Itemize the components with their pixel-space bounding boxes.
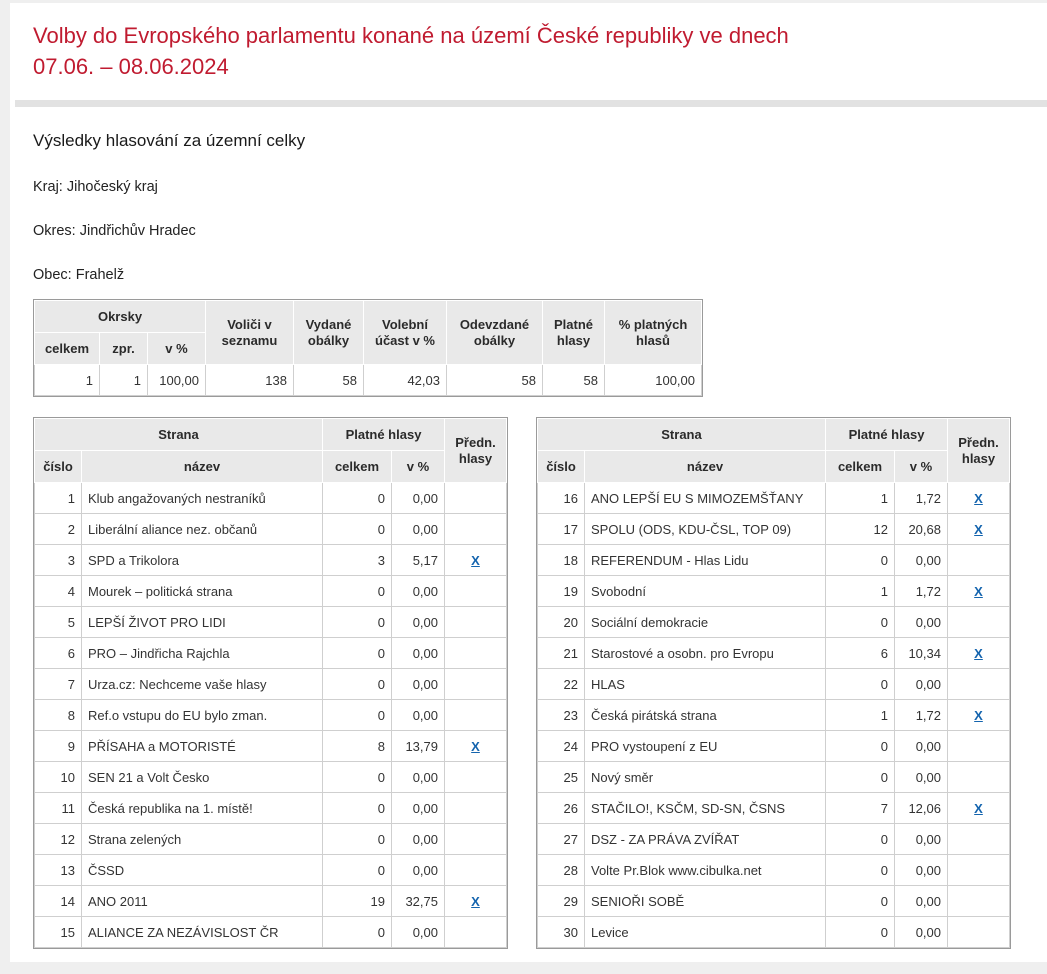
party-row bbox=[35, 545, 507, 576]
party-votes-percent-cell: 0,00 bbox=[392, 917, 445, 948]
party-header-predn-hlasy: Předn. hlasy bbox=[948, 419, 1010, 483]
pref-votes-cell bbox=[445, 700, 507, 731]
party-votes-percent-cell: 13,79 bbox=[392, 731, 445, 762]
party-number-cell: 17 bbox=[538, 514, 585, 545]
pref-votes-cell bbox=[948, 793, 1010, 824]
summary-odevzdane: 58 bbox=[447, 365, 543, 396]
party-number-cell: 30 bbox=[538, 917, 585, 948]
party-number-cell: 15 bbox=[35, 917, 82, 948]
party-votes-percent-cell: 0,00 bbox=[392, 700, 445, 731]
party-number-cell: 19 bbox=[538, 576, 585, 607]
summary-header-volici: Voliči v seznamu bbox=[206, 301, 294, 365]
party-number-cell: 8 bbox=[35, 700, 82, 731]
party-votes-total-cell: 0 bbox=[826, 669, 895, 700]
pref-votes-link[interactable]: X bbox=[974, 645, 983, 661]
summary-header-odevzdane: Odevzdané obálky bbox=[447, 301, 543, 365]
party-number-cell: 11 bbox=[35, 793, 82, 824]
party-votes-total-cell: 0 bbox=[826, 762, 895, 793]
party-votes-percent-cell: 0,00 bbox=[392, 762, 445, 793]
page-content bbox=[10, 3, 1047, 962]
party-header-v-pct: v % bbox=[392, 451, 445, 483]
pref-votes-cell bbox=[948, 700, 1010, 731]
party-votes-percent-cell: 0,00 bbox=[392, 669, 445, 700]
party-votes-percent-cell: 0,00 bbox=[895, 886, 948, 917]
party-name-cell: LEPŠÍ ŽIVOT PRO LIDI bbox=[82, 607, 323, 638]
party-votes-total-cell: 0 bbox=[323, 669, 392, 700]
party-number-cell: 10 bbox=[35, 762, 82, 793]
party-votes-percent-cell: 0,00 bbox=[895, 545, 948, 576]
party-votes-percent-cell: 12,06 bbox=[895, 793, 948, 824]
party-number-cell: 21 bbox=[538, 638, 585, 669]
pref-votes-cell bbox=[948, 855, 1010, 886]
party-votes-percent-cell: 0,00 bbox=[895, 762, 948, 793]
page-title bbox=[33, 20, 1047, 82]
party-tables-area bbox=[33, 417, 1047, 949]
party-row bbox=[35, 731, 507, 762]
party-votes-total-cell: 1 bbox=[826, 700, 895, 731]
party-table-right bbox=[536, 417, 1011, 949]
party-votes-percent-cell: 20,68 bbox=[895, 514, 948, 545]
party-votes-percent-cell: 5,17 bbox=[392, 545, 445, 576]
party-number-cell: 29 bbox=[538, 886, 585, 917]
party-number-cell: 26 bbox=[538, 793, 585, 824]
pref-votes-cell bbox=[445, 483, 507, 514]
party-number-cell: 1 bbox=[35, 483, 82, 514]
pref-votes-cell bbox=[948, 638, 1010, 669]
party-header-row-1 bbox=[538, 419, 1010, 451]
party-votes-percent-cell: 0,00 bbox=[392, 793, 445, 824]
party-name-cell: ANO LEPŠÍ EU S MIMOZEMŠŤANY bbox=[585, 483, 826, 514]
party-name-cell: SPOLU (ODS, KDU-ČSL, TOP 09) bbox=[585, 514, 826, 545]
party-name-cell: PŘÍSAHA a MOTORISTÉ bbox=[82, 731, 323, 762]
summary-okrsky-celkem: 1 bbox=[35, 365, 100, 396]
party-votes-total-cell: 1 bbox=[826, 483, 895, 514]
party-votes-total-cell: 0 bbox=[323, 824, 392, 855]
results-subtitle: Výsledky hlasování za územní celky bbox=[33, 131, 306, 150]
pref-votes-cell bbox=[948, 669, 1010, 700]
pref-votes-cell bbox=[445, 576, 507, 607]
pref-votes-cell bbox=[445, 545, 507, 576]
pref-votes-cell bbox=[948, 576, 1010, 607]
party-row bbox=[538, 762, 1010, 793]
pref-votes-cell bbox=[445, 855, 507, 886]
pref-votes-cell bbox=[445, 669, 507, 700]
party-votes-total-cell: 0 bbox=[826, 545, 895, 576]
party-number-cell: 20 bbox=[538, 607, 585, 638]
pref-votes-cell bbox=[445, 514, 507, 545]
summary-vydane: 58 bbox=[294, 365, 364, 396]
summary-ucast: 42,03 bbox=[364, 365, 447, 396]
party-row bbox=[538, 793, 1010, 824]
party-name-cell: Svobodní bbox=[585, 576, 826, 607]
summary-header-platne: Platné hlasy bbox=[543, 301, 605, 365]
party-votes-total-cell: 0 bbox=[826, 917, 895, 948]
party-row bbox=[35, 638, 507, 669]
pref-votes-cell bbox=[445, 731, 507, 762]
pref-votes-link[interactable]: X bbox=[471, 552, 480, 568]
party-votes-total-cell: 0 bbox=[323, 607, 392, 638]
summary-header-okrsky: Okrsky bbox=[35, 301, 206, 333]
party-number-cell: 2 bbox=[35, 514, 82, 545]
party-header-cislo: číslo bbox=[35, 451, 82, 483]
party-row bbox=[35, 917, 507, 948]
party-row bbox=[35, 607, 507, 638]
party-number-cell: 7 bbox=[35, 669, 82, 700]
party-header-platne-hlasy: Platné hlasy bbox=[323, 419, 445, 451]
pref-votes-link[interactable]: X bbox=[974, 800, 983, 816]
party-votes-total-cell: 0 bbox=[826, 731, 895, 762]
summary-okrsky-zpr: 1 bbox=[100, 365, 148, 396]
party-number-cell: 12 bbox=[35, 824, 82, 855]
party-name-cell: PRO – Jindřicha Rajchla bbox=[82, 638, 323, 669]
summary-header-vydane: Vydané obálky bbox=[294, 301, 364, 365]
party-row bbox=[35, 855, 507, 886]
party-row bbox=[35, 576, 507, 607]
summary-header-zpr: zpr. bbox=[100, 333, 148, 365]
summary-okrsky-v-pct: 100,00 bbox=[148, 365, 206, 396]
party-header-row-2 bbox=[538, 451, 1010, 483]
party-header-cislo: číslo bbox=[538, 451, 585, 483]
summary-header-pct-platnych: % platných hlasů bbox=[605, 301, 702, 365]
party-number-cell: 3 bbox=[35, 545, 82, 576]
party-row bbox=[538, 545, 1010, 576]
party-table-left bbox=[33, 417, 508, 949]
party-number-cell: 25 bbox=[538, 762, 585, 793]
party-number-cell: 24 bbox=[538, 731, 585, 762]
pref-votes-cell bbox=[948, 514, 1010, 545]
party-row bbox=[538, 855, 1010, 886]
party-number-cell: 9 bbox=[35, 731, 82, 762]
summary-header-v-pct: v % bbox=[148, 333, 206, 365]
pref-votes-cell bbox=[445, 793, 507, 824]
party-votes-total-cell: 6 bbox=[826, 638, 895, 669]
party-votes-total-cell: 0 bbox=[826, 855, 895, 886]
party-name-cell: SENIOŘI SOBĚ bbox=[585, 886, 826, 917]
party-row bbox=[538, 731, 1010, 762]
party-votes-percent-cell: 1,72 bbox=[895, 700, 948, 731]
party-name-cell: Volte Pr.Blok www.cibulka.net bbox=[585, 855, 826, 886]
party-votes-percent-cell: 0,00 bbox=[895, 731, 948, 762]
party-name-cell: ČSSD bbox=[82, 855, 323, 886]
party-number-cell: 5 bbox=[35, 607, 82, 638]
party-row bbox=[538, 669, 1010, 700]
pref-votes-link[interactable]: X bbox=[471, 738, 480, 754]
party-name-cell: HLAS bbox=[585, 669, 826, 700]
pref-votes-cell bbox=[948, 824, 1010, 855]
party-row bbox=[35, 762, 507, 793]
pref-votes-link[interactable]: X bbox=[974, 583, 983, 599]
party-votes-total-cell: 0 bbox=[323, 638, 392, 669]
party-row bbox=[35, 793, 507, 824]
party-name-cell: REFERENDUM - Hlas Lidu bbox=[585, 545, 826, 576]
party-row bbox=[35, 483, 507, 514]
party-number-cell: 18 bbox=[538, 545, 585, 576]
party-name-cell: Starostové a osobn. pro Evropu bbox=[585, 638, 826, 669]
party-name-cell: PRO vystoupení z EU bbox=[585, 731, 826, 762]
pref-votes-cell bbox=[948, 762, 1010, 793]
party-votes-percent-cell: 0,00 bbox=[392, 638, 445, 669]
page-title-line2: 07.06. – 08.06.2024 bbox=[33, 54, 229, 79]
party-votes-percent-cell: 0,00 bbox=[392, 824, 445, 855]
party-header-celkem: celkem bbox=[323, 451, 392, 483]
party-votes-total-cell: 0 bbox=[323, 855, 392, 886]
summary-platne: 58 bbox=[543, 365, 605, 396]
party-name-cell: DSZ - ZA PRÁVA ZVÍŘAT bbox=[585, 824, 826, 855]
party-name-cell: Česká pirátská strana bbox=[585, 700, 826, 731]
party-header-v-pct: v % bbox=[895, 451, 948, 483]
party-votes-percent-cell: 0,00 bbox=[392, 514, 445, 545]
party-row bbox=[538, 607, 1010, 638]
pref-votes-link[interactable]: X bbox=[974, 707, 983, 723]
party-votes-total-cell: 0 bbox=[323, 700, 392, 731]
party-header-strana: Strana bbox=[538, 419, 826, 451]
party-votes-percent-cell: 32,75 bbox=[392, 886, 445, 917]
pref-votes-cell bbox=[948, 886, 1010, 917]
party-header-strana: Strana bbox=[35, 419, 323, 451]
okres-line: Okres: Jindřichův Hradec bbox=[33, 223, 196, 239]
party-number-cell: 28 bbox=[538, 855, 585, 886]
party-row bbox=[35, 514, 507, 545]
party-votes-total-cell: 0 bbox=[826, 824, 895, 855]
party-name-cell: STAČILO!, KSČM, SD-SN, ČSNS bbox=[585, 793, 826, 824]
party-votes-percent-cell: 0,00 bbox=[895, 824, 948, 855]
kraj-line: Kraj: Jihočeský kraj bbox=[33, 179, 158, 195]
obec-line: Obec: Frahelž bbox=[33, 267, 125, 283]
party-row bbox=[538, 917, 1010, 948]
summary-pct-platnych: 100,00 bbox=[605, 365, 702, 396]
party-row bbox=[538, 514, 1010, 545]
party-name-cell: Urza.cz: Nechceme vaše hlasy bbox=[82, 669, 323, 700]
party-votes-total-cell: 0 bbox=[323, 514, 392, 545]
party-votes-total-cell: 12 bbox=[826, 514, 895, 545]
party-votes-total-cell: 7 bbox=[826, 793, 895, 824]
party-name-cell: SEN 21 a Volt Česko bbox=[82, 762, 323, 793]
pref-votes-cell bbox=[948, 545, 1010, 576]
party-row bbox=[538, 886, 1010, 917]
party-header-nazev: název bbox=[585, 451, 826, 483]
party-header-platne-hlasy: Platné hlasy bbox=[826, 419, 948, 451]
pref-votes-cell bbox=[948, 483, 1010, 514]
party-votes-percent-cell: 0,00 bbox=[392, 576, 445, 607]
party-votes-total-cell: 3 bbox=[323, 545, 392, 576]
pref-votes-cell bbox=[948, 731, 1010, 762]
party-row bbox=[35, 824, 507, 855]
party-votes-percent-cell: 0,00 bbox=[392, 483, 445, 514]
party-number-cell: 23 bbox=[538, 700, 585, 731]
pref-votes-link[interactable]: X bbox=[974, 521, 983, 537]
summary-header-row-1 bbox=[35, 301, 702, 333]
party-votes-percent-cell: 0,00 bbox=[895, 855, 948, 886]
party-row bbox=[35, 886, 507, 917]
party-name-cell: Klub angažovaných nestraníků bbox=[82, 483, 323, 514]
party-votes-total-cell: 0 bbox=[826, 886, 895, 917]
page-title-line1: Volby do Evropského parlamentu konané na území České republiky ve dnech bbox=[33, 23, 789, 48]
party-row bbox=[538, 700, 1010, 731]
party-number-cell: 16 bbox=[538, 483, 585, 514]
party-row bbox=[538, 824, 1010, 855]
party-votes-percent-cell: 0,00 bbox=[895, 607, 948, 638]
party-number-cell: 6 bbox=[35, 638, 82, 669]
pref-votes-cell bbox=[445, 762, 507, 793]
party-votes-percent-cell: 0,00 bbox=[895, 917, 948, 948]
summary-table bbox=[33, 299, 703, 397]
party-header-nazev: název bbox=[82, 451, 323, 483]
party-number-cell: 4 bbox=[35, 576, 82, 607]
pref-votes-link[interactable]: X bbox=[974, 490, 983, 506]
summary-data-row bbox=[35, 365, 702, 396]
party-header-row-2 bbox=[35, 451, 507, 483]
party-row bbox=[538, 638, 1010, 669]
pref-votes-cell bbox=[445, 607, 507, 638]
party-votes-total-cell: 0 bbox=[826, 607, 895, 638]
party-name-cell: ANO 2011 bbox=[82, 886, 323, 917]
party-votes-percent-cell: 10,34 bbox=[895, 638, 948, 669]
party-name-cell: Česká republika na 1. místě! bbox=[82, 793, 323, 824]
party-number-cell: 13 bbox=[35, 855, 82, 886]
party-name-cell: Ref.o vstupu do EU bylo zman. bbox=[82, 700, 323, 731]
party-row bbox=[35, 669, 507, 700]
party-votes-percent-cell: 0,00 bbox=[392, 607, 445, 638]
party-votes-total-cell: 0 bbox=[323, 762, 392, 793]
party-name-cell: Sociální demokracie bbox=[585, 607, 826, 638]
party-votes-total-cell: 1 bbox=[826, 576, 895, 607]
party-number-cell: 14 bbox=[35, 886, 82, 917]
party-votes-percent-cell: 0,00 bbox=[392, 855, 445, 886]
party-votes-total-cell: 0 bbox=[323, 917, 392, 948]
party-name-cell: Mourek – politická strana bbox=[82, 576, 323, 607]
party-votes-total-cell: 0 bbox=[323, 793, 392, 824]
party-name-cell: ALIANCE ZA NEZÁVISLOST ČR bbox=[82, 917, 323, 948]
horizontal-divider bbox=[15, 100, 1047, 107]
party-votes-percent-cell: 0,00 bbox=[895, 669, 948, 700]
party-votes-total-cell: 8 bbox=[323, 731, 392, 762]
party-votes-total-cell: 0 bbox=[323, 483, 392, 514]
pref-votes-cell bbox=[445, 917, 507, 948]
summary-header-celkem: celkem bbox=[35, 333, 100, 365]
party-votes-total-cell: 0 bbox=[323, 576, 392, 607]
party-votes-percent-cell: 1,72 bbox=[895, 576, 948, 607]
party-header-celkem: celkem bbox=[826, 451, 895, 483]
pref-votes-cell bbox=[445, 886, 507, 917]
pref-votes-cell bbox=[445, 824, 507, 855]
pref-votes-link[interactable]: X bbox=[471, 893, 480, 909]
summary-volici: 138 bbox=[206, 365, 294, 396]
party-votes-total-cell: 19 bbox=[323, 886, 392, 917]
party-name-cell: Nový směr bbox=[585, 762, 826, 793]
party-header-predn-hlasy: Předn. hlasy bbox=[445, 419, 507, 483]
pref-votes-cell bbox=[948, 917, 1010, 948]
party-number-cell: 27 bbox=[538, 824, 585, 855]
party-number-cell: 22 bbox=[538, 669, 585, 700]
party-name-cell: SPD a Trikolora bbox=[82, 545, 323, 576]
party-row bbox=[538, 576, 1010, 607]
party-row bbox=[35, 700, 507, 731]
party-name-cell: Liberální aliance nez. občanů bbox=[82, 514, 323, 545]
party-votes-percent-cell: 1,72 bbox=[895, 483, 948, 514]
party-name-cell: Strana zelených bbox=[82, 824, 323, 855]
party-row bbox=[538, 483, 1010, 514]
summary-header-ucast: Volební účast v % bbox=[364, 301, 447, 365]
party-header-row-1 bbox=[35, 419, 507, 451]
pref-votes-cell bbox=[948, 607, 1010, 638]
pref-votes-cell bbox=[445, 638, 507, 669]
party-name-cell: Levice bbox=[585, 917, 826, 948]
